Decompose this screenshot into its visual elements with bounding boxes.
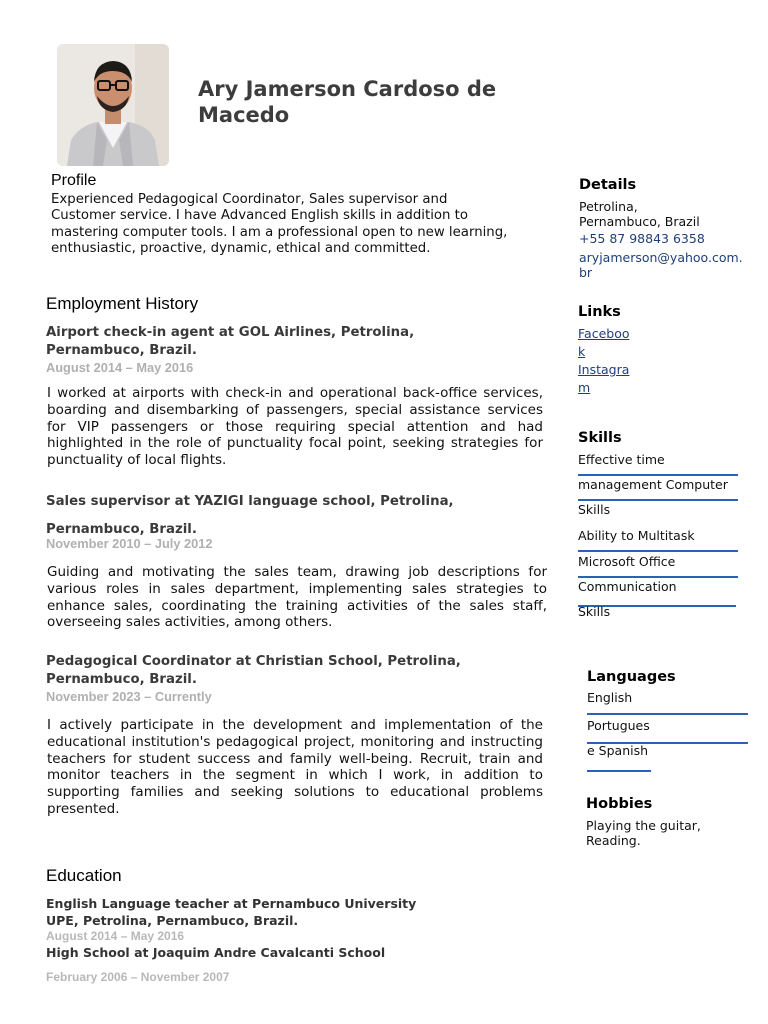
job-date: November 2023 – Currently [46, 689, 212, 704]
avatar-illustration [57, 44, 169, 166]
job-title [46, 653, 546, 688]
skill-item: Ability to Multitask [578, 528, 695, 543]
email-line: br [579, 265, 593, 280]
job-title-line: Airport check-in agent at GOL Airlines, Petrolina, [46, 325, 415, 340]
details-heading: Details [579, 177, 637, 193]
skill-item: Communication [578, 579, 677, 594]
profile-line: Customer service. I have Advanced English skills in addition to [51, 208, 469, 224]
skill-divider [578, 499, 738, 501]
language-item: English [587, 690, 633, 705]
skill-item: Effective time [578, 452, 665, 467]
hobbies-text [586, 818, 756, 848]
profile-line: Experienced Pedagogical Coordinator, Sales supervisor and [51, 192, 448, 207]
email-address[interactable] [579, 250, 759, 280]
skill-item: management Computer [578, 477, 728, 492]
name-line-2: Macedo [198, 103, 290, 127]
language-item: Portugues [587, 718, 650, 733]
skill-divider [578, 474, 738, 476]
instagram-link-line: Instagra [578, 362, 630, 377]
instagram-link-line: m [578, 380, 591, 395]
hobbies-line: Reading. [586, 833, 641, 848]
profile-line: enthusiastic, proactive, dynamic, ethical and committed. [51, 241, 431, 257]
links-heading: Links [578, 304, 621, 320]
skills-heading: Skills [578, 430, 622, 446]
language-divider [587, 713, 748, 715]
language-divider [587, 770, 651, 772]
profile-line: mastering computer tools. I am a professional open to new learning, [51, 224, 508, 240]
candidate-name [198, 76, 558, 128]
email-line: aryjamerson@yahoo.com. [579, 250, 743, 265]
education-title-line: UPE, Petrolina, Pernambuco, Brazil. [46, 912, 299, 928]
job-title [46, 324, 546, 359]
name-line-1: Ary Jamerson Cardoso de [198, 77, 497, 101]
facebook-link-line: Faceboo [578, 326, 630, 341]
language-item: e Spanish [587, 743, 649, 758]
job-title-line: Sales supervisor at YAZIGI language school, Petrolina, [46, 494, 454, 509]
skill-item: Microsoft Office [578, 554, 676, 569]
languages-heading: Languages [587, 669, 676, 685]
skill-item: Skills [578, 502, 611, 517]
education-item [46, 896, 546, 929]
job-title-line: Pernambuco, Brazil. [46, 522, 197, 537]
facebook-link[interactable] [578, 325, 630, 361]
skill-divider [578, 576, 738, 578]
job-date: August 2014 – May 2016 [46, 360, 194, 375]
skill-item: Skills [578, 604, 611, 619]
job-description: I actively participate in the development and implementation of the educational institution's pedagogical project, monitoring and instructing teachers for student success and family well-being. Recruit, train and monitor teachers in the segment in which I work, in addition to supporting families and seeking solutions to educational problems presented. [47, 717, 543, 817]
job-title-line: Pedagogical Coordinator at Christian School, Petrolina, [46, 654, 461, 669]
profile-summary [51, 192, 546, 258]
education-item: High School at Joaquim Andre Cavalcanti School [46, 945, 386, 960]
phone-number[interactable]: +55 87 98843 6358 [579, 231, 705, 246]
employment-heading: Employment History [46, 294, 199, 313]
hobbies-heading: Hobbies [586, 796, 653, 812]
job-date: November 2010 – July 2012 [46, 536, 213, 551]
job-description: Guiding and motivating the sales team, drawing job descriptions for various roles in sales department, implementing sales strategies to enhance sales, coordinating the training activities of the sales staff, overseeing sales activities, among others. [47, 564, 547, 631]
address-line: Petrolina, [579, 199, 638, 214]
education-date: February 2006 – November 2007 [46, 970, 230, 984]
facebook-link-line: k [578, 344, 586, 359]
education-date: August 2014 – May 2016 [46, 929, 185, 943]
skill-divider [578, 550, 738, 552]
profile-photo [57, 44, 169, 166]
education-heading: Education [46, 866, 122, 885]
profile-heading: Profile [51, 172, 97, 189]
job-description: I worked at airports with check-in and operational back-office services, boarding and disembarking of passengers, special assistance services for VIP passengers or those requiring special attention and had highlighted in the role of punctuality focal point, seeking strategies for punctuality of local flights. [47, 385, 543, 469]
hobbies-line: Playing the guitar, [586, 818, 701, 833]
job-title-line: Pernambuco, Brazil. [46, 671, 197, 687]
job-title-line: Pernambuco, Brazil. [46, 342, 197, 358]
instagram-link[interactable] [578, 361, 629, 397]
education-title-line: English Language teacher at Pernambuco University [46, 896, 417, 911]
address [579, 199, 759, 229]
address-line: Pernambuco, Brazil [579, 214, 700, 229]
